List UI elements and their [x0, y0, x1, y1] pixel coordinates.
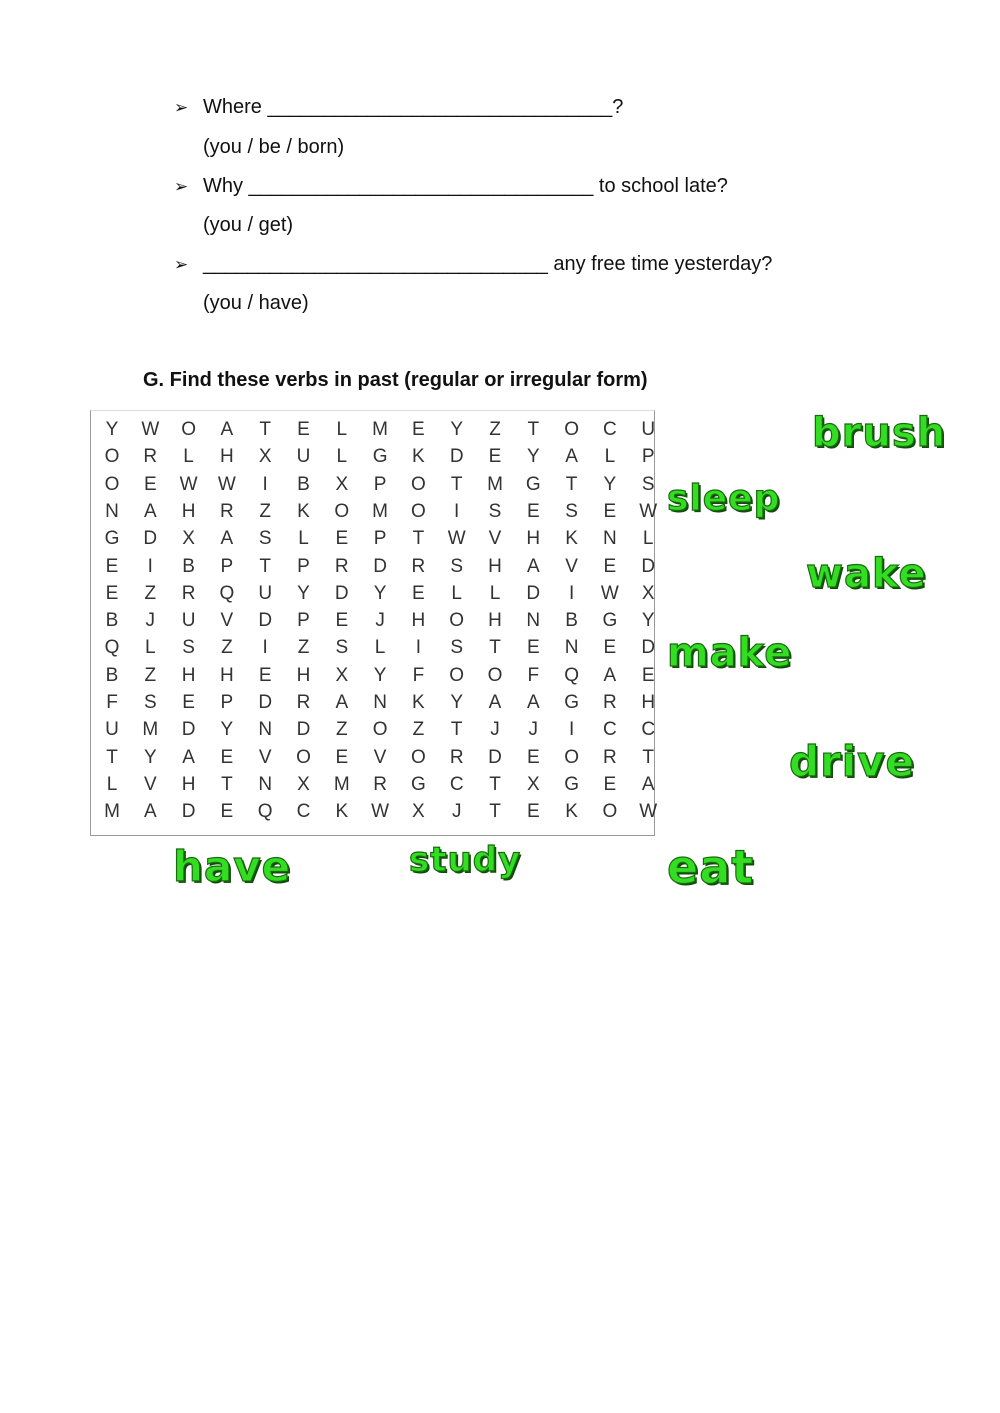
grid-letter[interactable]: A — [526, 692, 540, 713]
grid-letter[interactable]: E — [220, 746, 234, 768]
word-sleep: sleep — [667, 478, 781, 519]
bullet-icon: ➢ — [174, 255, 189, 274]
grid-letter[interactable]: M — [487, 473, 503, 495]
grid-letter[interactable]: W — [217, 473, 236, 495]
grid-letter[interactable]: Q — [564, 664, 579, 686]
grid-letter[interactable]: Y — [450, 692, 464, 713]
grid-letter[interactable]: X — [412, 801, 425, 823]
grid-letter[interactable]: P — [297, 555, 310, 577]
word-drive: drive — [789, 737, 916, 786]
grid-letter[interactable]: D — [258, 610, 273, 632]
grid-letter[interactable]: E — [526, 500, 540, 522]
grid-letter[interactable]: D — [449, 446, 464, 468]
grid-letter[interactable]: Z — [144, 664, 157, 686]
grid-letter[interactable]: Y — [373, 664, 387, 686]
grid-letter[interactable]: N — [105, 500, 119, 522]
grid-letter[interactable]: E — [603, 555, 617, 577]
grid-letter[interactable]: S — [565, 500, 578, 522]
grid-letter[interactable]: P — [220, 555, 234, 577]
grid-letter[interactable]: P — [373, 528, 387, 550]
grid-letter[interactable]: T — [489, 773, 501, 795]
hint-1: (you / be / born) — [203, 136, 345, 158]
grid-letter[interactable]: O — [564, 419, 579, 440]
grid-letter[interactable]: H — [488, 610, 502, 632]
grid-letter[interactable]: H — [526, 528, 541, 550]
grid-letter[interactable]: R — [449, 746, 464, 768]
grid-letter[interactable]: H — [488, 555, 502, 577]
grid-letter[interactable]: X — [182, 528, 195, 550]
word-search-grid — [90, 410, 658, 836]
grid-letter[interactable]: M — [372, 500, 388, 522]
grid-letter[interactable]: Z — [489, 419, 501, 440]
grid-letter[interactable]: L — [336, 446, 348, 468]
grid-letter[interactable]: T — [489, 637, 501, 659]
grid-letter[interactable]: R — [143, 446, 158, 468]
grid-letter[interactable]: W — [639, 801, 658, 823]
grid-letter[interactable]: H — [181, 773, 196, 795]
grid-letter[interactable]: Y — [373, 582, 387, 604]
grid-letter[interactable]: O — [372, 719, 388, 741]
grid-letter[interactable]: U — [258, 582, 273, 604]
question-2: Why _______________________________ to school late? — [203, 175, 728, 197]
grid-letter[interactable]: J — [451, 801, 462, 823]
grid-letter[interactable]: E — [220, 801, 234, 823]
grid-letter[interactable]: E — [526, 637, 540, 659]
grid-letter[interactable]: T — [450, 473, 463, 495]
grid-letter[interactable]: E — [526, 746, 540, 768]
grid-letter[interactable]: R — [296, 692, 311, 713]
grid-letter[interactable]: A — [565, 446, 578, 468]
grid-letter[interactable]: I — [147, 555, 153, 577]
grid-letter[interactable]: W — [639, 500, 658, 522]
grid-letter[interactable]: A — [182, 746, 195, 768]
grid-letter[interactable]: O — [564, 746, 579, 768]
grid-letter[interactable]: T — [527, 419, 540, 440]
grid-letter[interactable]: L — [604, 446, 616, 468]
grid-letter[interactable]: V — [488, 528, 502, 550]
grid-letter[interactable]: W — [600, 582, 619, 604]
grid-letter[interactable]: S — [182, 637, 195, 659]
hint-3: (you / have) — [203, 292, 309, 314]
grid-letter[interactable]: K — [335, 801, 349, 823]
grid-letter[interactable]: U — [181, 610, 196, 632]
grid-letter[interactable]: O — [602, 801, 618, 823]
grid-letter[interactable]: I — [454, 500, 460, 522]
grid-letter[interactable]: D — [373, 555, 387, 577]
grid-letter[interactable]: G — [372, 446, 388, 468]
grid-letter[interactable]: Y — [220, 719, 234, 741]
grid-letter[interactable]: Z — [297, 637, 310, 659]
grid-letter[interactable]: E — [412, 419, 425, 440]
grid-letter[interactable]: R — [181, 582, 196, 604]
grid-letter[interactable]: D — [641, 555, 656, 577]
grid-letter[interactable]: Y — [143, 746, 157, 768]
grid-letter[interactable]: T — [642, 746, 654, 768]
grid-letter[interactable]: O — [487, 664, 503, 686]
grid-letter[interactable]: B — [182, 555, 195, 577]
grid-letter[interactable]: A — [488, 692, 502, 713]
grid-letter[interactable]: L — [183, 446, 194, 468]
grid-letter[interactable]: R — [411, 555, 426, 577]
grid-letter[interactable]: I — [262, 637, 268, 659]
grid-letter[interactable]: A — [335, 692, 349, 713]
grid-letter[interactable]: P — [297, 610, 310, 632]
grid-letter[interactable]: Y — [297, 582, 310, 604]
grid-letter[interactable]: O — [411, 473, 426, 495]
grid-letter[interactable]: E — [603, 773, 617, 795]
grid-letter[interactable]: E — [105, 582, 119, 604]
grid-letter[interactable]: W — [447, 528, 466, 550]
grid-letter[interactable]: I — [568, 582, 575, 604]
grid-letter[interactable]: K — [297, 500, 310, 522]
grid-letter[interactable]: T — [450, 719, 463, 741]
grid-letter[interactable]: I — [262, 473, 268, 495]
word-study: study — [409, 840, 522, 880]
grid-letter[interactable]: S — [641, 473, 655, 495]
grid-letter[interactable]: B — [297, 473, 310, 495]
grid-letter[interactable]: D — [181, 801, 196, 823]
grid-letter[interactable]: T — [412, 528, 425, 550]
grid-letter[interactable]: S — [488, 500, 502, 522]
grid-letter[interactable]: Y — [450, 419, 464, 440]
grid-letter[interactable]: L — [374, 637, 386, 659]
grid-letter[interactable]: P — [373, 473, 387, 495]
grid-letter[interactable]: E — [488, 446, 502, 468]
grid-letter[interactable]: Q — [257, 801, 273, 823]
grid-letter[interactable]: D — [258, 692, 273, 713]
grid-letter[interactable]: O — [449, 610, 465, 632]
grid-letter[interactable]: J — [528, 719, 539, 741]
grid-letter[interactable]: T — [489, 801, 501, 823]
grid-letter[interactable]: E — [412, 582, 425, 604]
grid-letter[interactable]: M — [333, 773, 350, 795]
grid-letter[interactable]: Q — [219, 582, 235, 604]
grid-letter[interactable]: V — [373, 746, 387, 768]
grid-letter[interactable]: H — [220, 446, 234, 468]
grid-letter[interactable]: N — [373, 692, 387, 713]
grid-letter[interactable]: C — [296, 801, 311, 823]
grid-letter[interactable]: X — [297, 773, 310, 795]
grid-letter[interactable]: E — [335, 746, 349, 768]
question-1: Where _______________________________? — [203, 96, 624, 118]
grid-letter[interactable]: S — [335, 637, 349, 659]
grid-letter[interactable]: G — [564, 692, 579, 713]
grid-letter[interactable]: J — [145, 610, 156, 632]
grid-letter[interactable]: A — [143, 801, 157, 823]
grid-letter[interactable]: Z — [412, 719, 425, 741]
grid-letter[interactable]: I — [415, 637, 422, 659]
grid-letter[interactable]: E — [335, 528, 349, 550]
grid-letter[interactable]: B — [105, 664, 119, 686]
grid-letter[interactable]: E — [182, 692, 195, 713]
grid-letter[interactable]: E — [641, 664, 655, 686]
grid-letter[interactable]: C — [603, 419, 617, 440]
grid-letter[interactable]: E — [603, 500, 617, 522]
grid-letter[interactable]: R — [603, 746, 617, 768]
grid-letter[interactable]: D — [526, 582, 541, 604]
grid-letter[interactable]: U — [105, 719, 119, 741]
grid-letter[interactable]: S — [143, 692, 157, 713]
grid-letter[interactable]: B — [105, 610, 119, 632]
grid-letter[interactable]: S — [450, 637, 464, 659]
grid-letter[interactable]: D — [181, 719, 196, 741]
grid-letter[interactable]: G — [602, 610, 618, 632]
word-have: have — [173, 842, 292, 891]
grid-letter[interactable]: L — [336, 419, 348, 440]
grid-letter[interactable]: E — [143, 473, 157, 495]
grid-letter[interactable]: H — [641, 692, 656, 713]
hint-2: (you / get) — [203, 214, 294, 236]
grid-letter[interactable]: F — [412, 664, 425, 686]
grid-letter[interactable]: L — [642, 528, 654, 550]
grid-letter[interactable]: T — [259, 555, 271, 577]
grid-letter[interactable]: U — [296, 446, 311, 468]
word-wake: wake — [806, 551, 927, 597]
grid-letter[interactable]: Y — [603, 473, 617, 495]
grid-letter[interactable]: W — [141, 419, 160, 440]
grid-letter[interactable]: P — [641, 446, 655, 468]
grid-letter[interactable]: H — [181, 664, 196, 686]
grid-letter[interactable]: G — [411, 773, 426, 795]
grid-letter[interactable]: W — [371, 801, 390, 823]
bullet-icon: ➢ — [174, 98, 189, 117]
grid-letter[interactable]: A — [641, 773, 655, 795]
word-make: make — [667, 630, 793, 676]
grid-letter[interactable]: O — [449, 664, 465, 686]
grid-letter[interactable]: Z — [144, 582, 157, 604]
grid-letter[interactable]: X — [335, 664, 349, 686]
grid-letter[interactable]: U — [641, 419, 656, 440]
word-brush: brush — [812, 410, 947, 456]
grid-letter[interactable]: C — [449, 773, 464, 795]
grid-letter[interactable]: O — [411, 746, 426, 768]
grid-letter[interactable]: O — [334, 500, 350, 522]
grid-letter[interactable]: J — [490, 719, 500, 741]
grid-letter[interactable]: N — [564, 637, 579, 659]
grid-letter[interactable]: D — [143, 528, 158, 550]
grid-letter[interactable]: O — [104, 446, 120, 468]
grid-letter[interactable]: R — [373, 773, 387, 795]
grid-letter[interactable]: K — [412, 692, 425, 713]
grid-letter[interactable]: E — [258, 664, 272, 686]
grid-letter[interactable]: D — [488, 746, 502, 768]
grid-letter[interactable]: K — [565, 801, 578, 823]
grid-letter[interactable]: Y — [641, 610, 655, 632]
grid-letter[interactable]: M — [104, 801, 120, 823]
section-title: G. Find these verbs in past (regular or irregular form) — [143, 369, 648, 391]
grid-letter[interactable]: Z — [221, 637, 233, 659]
grid-letter[interactable]: B — [565, 610, 578, 632]
grid-letter[interactable]: J — [375, 610, 385, 632]
grid-letter[interactable]: O — [104, 473, 120, 495]
grid-letter[interactable]: K — [565, 528, 578, 550]
grid-letter[interactable]: V — [258, 746, 272, 768]
grid-letter[interactable]: E — [105, 555, 119, 577]
grid-letter[interactable]: N — [526, 610, 541, 632]
grid-letter[interactable]: G — [564, 773, 579, 795]
bullet-icon: ➢ — [174, 177, 189, 196]
grid-letter[interactable]: Y — [105, 419, 119, 440]
grid-letter[interactable]: H — [181, 500, 196, 522]
grid-letter[interactable]: D — [296, 719, 311, 741]
grid-letter[interactable]: T — [565, 473, 578, 495]
grid-letter[interactable]: A — [220, 528, 234, 550]
grid-letter[interactable]: V — [143, 773, 157, 795]
grid-letter[interactable]: X — [641, 582, 655, 604]
grid-letter[interactable]: G — [525, 473, 541, 495]
grid-letter[interactable]: X — [335, 473, 349, 495]
grid-letter[interactable]: E — [335, 610, 349, 632]
grid-letter[interactable]: R — [603, 692, 617, 713]
grid-letter[interactable]: E — [526, 801, 540, 823]
grid-letter[interactable]: Q — [104, 637, 120, 659]
grid-letter[interactable]: H — [411, 610, 426, 632]
grid-letter[interactable]: R — [334, 555, 349, 577]
grid-letter[interactable]: W — [179, 473, 198, 495]
grid-letter[interactable]: T — [106, 746, 118, 768]
grid-letter[interactable]: V — [220, 610, 234, 632]
grid-letter[interactable]: V — [565, 555, 578, 577]
grid-letter[interactable]: L — [489, 582, 501, 604]
grid-letter[interactable]: F — [527, 664, 540, 686]
grid-letter[interactable]: X — [526, 773, 540, 795]
grid-letter[interactable]: T — [221, 773, 233, 795]
grid-letter[interactable]: T — [259, 419, 271, 440]
grid-letter[interactable]: O — [181, 419, 196, 440]
grid-letter[interactable]: Y — [526, 446, 540, 468]
grid-letter[interactable]: L — [298, 528, 309, 550]
grid-letter[interactable]: A — [220, 419, 234, 440]
grid-letter[interactable]: D — [641, 637, 656, 659]
grid-letter[interactable]: K — [412, 446, 425, 468]
grid-letter[interactable]: A — [603, 664, 617, 686]
grid-letter[interactable]: N — [258, 773, 273, 795]
grid-letter[interactable]: A — [526, 555, 540, 577]
grid-letter[interactable]: F — [106, 692, 118, 713]
grid-letter[interactable]: E — [603, 637, 617, 659]
grid-letter[interactable]: N — [258, 719, 273, 741]
grid-letter[interactable]: H — [296, 664, 311, 686]
grid-letter[interactable]: R — [220, 500, 234, 522]
grid-letter[interactable]: L — [106, 773, 118, 795]
grid-letter[interactable]: O — [411, 500, 426, 522]
grid-letter[interactable]: S — [258, 528, 272, 550]
question-3: _______________________________ any free time yesterday? — [203, 253, 773, 275]
grid-letter[interactable]: H — [220, 664, 234, 686]
grid-letter[interactable]: Z — [259, 500, 271, 522]
grid-letter[interactable]: C — [641, 719, 656, 741]
grid-letter[interactable]: O — [296, 746, 311, 768]
grid-letter[interactable]: C — [603, 719, 617, 741]
word-eat: eat — [667, 840, 755, 894]
grid-letter[interactable]: G — [104, 528, 120, 550]
grid-letter[interactable]: D — [334, 582, 349, 604]
grid-letter[interactable]: X — [258, 446, 272, 468]
grid-letter[interactable]: M — [372, 419, 388, 440]
grid-letter[interactable]: Z — [335, 719, 348, 741]
grid-letter[interactable]: A — [143, 500, 157, 522]
grid-letter[interactable]: M — [142, 719, 159, 741]
grid-letter[interactable]: I — [568, 719, 575, 741]
grid-letter[interactable]: L — [451, 582, 462, 604]
grid-letter[interactable]: P — [220, 692, 234, 713]
grid-letter[interactable]: N — [603, 528, 617, 550]
grid-letter[interactable]: L — [145, 637, 156, 659]
grid-letter[interactable]: S — [450, 555, 464, 577]
grid-letter[interactable]: E — [297, 419, 310, 440]
